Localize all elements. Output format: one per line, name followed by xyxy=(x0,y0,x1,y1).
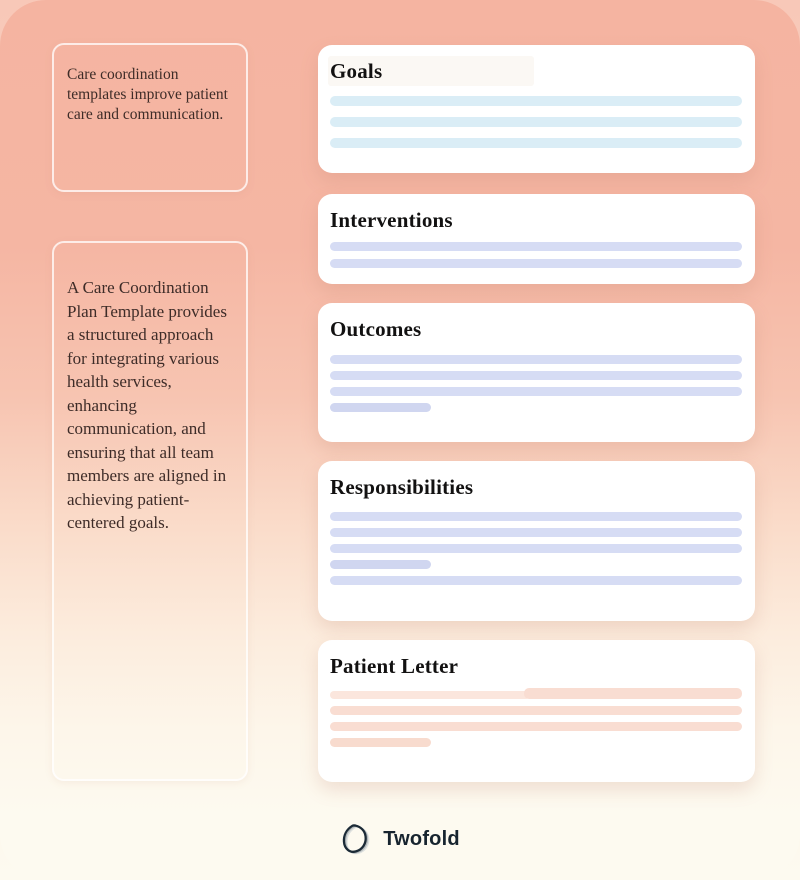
placeholder-bar xyxy=(330,403,431,412)
note-text-bottom: A Care Coordination Plan Template provides a structured approach for integrating various health services, enhancing communication, and ensuring that all team members are aligned in achieving patient-centered goals. xyxy=(67,278,227,532)
card-outcomes xyxy=(318,303,755,442)
placeholder-line-row xyxy=(330,544,742,553)
placeholder-bar xyxy=(330,512,742,521)
placeholder-line-row xyxy=(330,96,742,106)
placeholder-line-row xyxy=(330,738,742,747)
placeholder-bar xyxy=(330,138,742,148)
card-patient-letter xyxy=(318,640,755,782)
twofold-pick-logo-icon xyxy=(340,822,370,857)
card-title-outcomes: Outcomes xyxy=(330,317,422,341)
placeholder-bar xyxy=(330,706,742,715)
placeholder-bar xyxy=(330,528,742,537)
placeholder-bar xyxy=(330,691,530,699)
placeholder-line-row xyxy=(330,560,742,569)
placeholder-line-row xyxy=(330,259,742,268)
card-title-responsibilities: Responsibilities xyxy=(330,475,474,499)
responsibilities-placeholder-lines xyxy=(330,512,742,585)
placeholder-bar xyxy=(330,576,742,585)
placeholder-line-row xyxy=(330,387,742,396)
placeholder-bar xyxy=(330,738,431,747)
card-title-patient-letter: Patient Letter xyxy=(330,654,459,678)
note-callout-bottom xyxy=(52,241,248,781)
placeholder-bar xyxy=(330,259,742,268)
card-title-goals: Goals xyxy=(330,59,383,83)
placeholder-bar xyxy=(330,387,742,396)
placeholder-bar xyxy=(330,242,742,251)
placeholder-bar xyxy=(330,355,742,364)
placeholder-bar xyxy=(330,371,742,380)
placeholder-line-row xyxy=(330,512,742,521)
placeholder-bar xyxy=(330,117,742,127)
placeholder-line-row xyxy=(330,117,742,127)
placeholder-line-row xyxy=(330,706,742,715)
card-title-interventions: Interventions xyxy=(330,208,453,232)
placeholder-bar xyxy=(330,96,742,106)
note-text-top: Care coordination templates improve patient care and communication. xyxy=(67,66,228,123)
brand-name: Twofold xyxy=(383,827,460,850)
card-responsibilities xyxy=(318,461,755,621)
placeholder-line-row xyxy=(330,528,742,537)
card-goals xyxy=(318,45,755,173)
placeholder-line-row xyxy=(330,242,742,251)
placeholder-bar xyxy=(524,688,742,699)
placeholder-line-row xyxy=(330,722,742,731)
interventions-placeholder-lines xyxy=(330,242,742,268)
placeholder-line-row xyxy=(330,403,742,412)
placeholder-line-row xyxy=(330,355,742,364)
placeholder-line-row xyxy=(330,371,742,380)
card-interventions xyxy=(318,194,755,284)
outcomes-placeholder-lines xyxy=(330,355,742,412)
goals-placeholder-lines xyxy=(330,96,742,148)
placeholder-line-row xyxy=(330,688,742,699)
placeholder-bar xyxy=(330,722,742,731)
note-callout-top xyxy=(52,43,248,192)
placeholder-bar xyxy=(330,544,742,553)
brand-footer[interactable] xyxy=(0,817,800,861)
placeholder-bar xyxy=(330,560,431,569)
placeholder-line-row xyxy=(330,576,742,585)
patient-letter-placeholder-lines xyxy=(330,688,742,747)
placeholder-line-row xyxy=(330,138,742,148)
